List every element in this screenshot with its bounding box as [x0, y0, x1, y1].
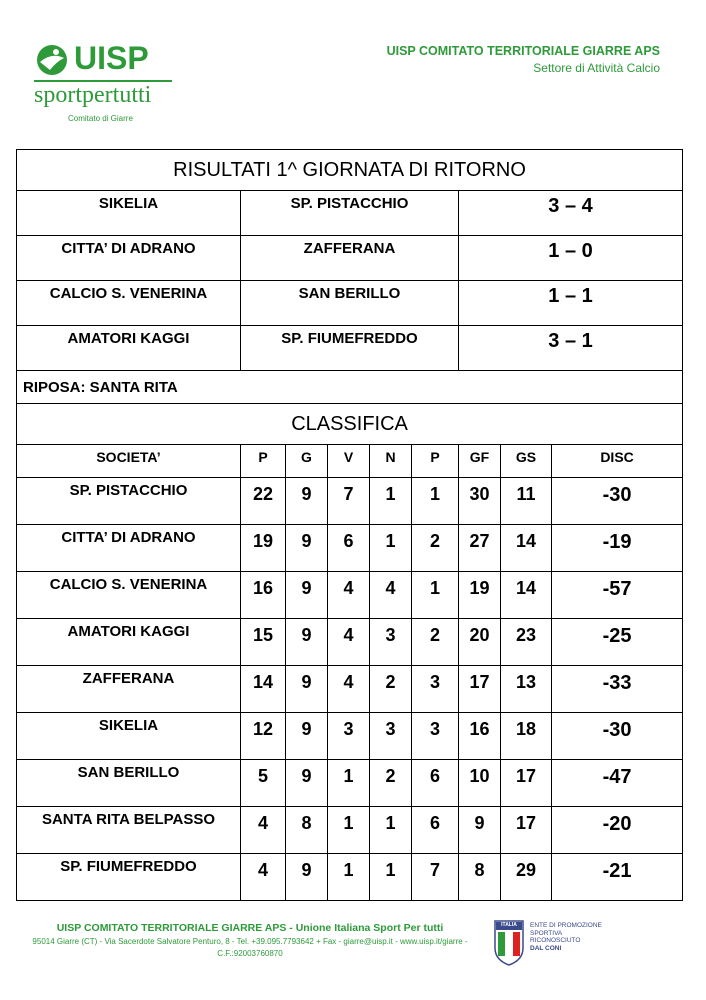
stat-value: 6: [328, 525, 370, 572]
stat-value: 14: [501, 525, 552, 572]
stat-value: 15: [241, 619, 286, 666]
column-header: DISC: [552, 445, 683, 478]
stat-value: 2: [412, 619, 459, 666]
column-header: N: [370, 445, 412, 478]
team-name: CALCIO S. VENERINA: [17, 572, 241, 619]
stat-value: 9: [459, 807, 501, 854]
stat-value: 17: [501, 807, 552, 854]
stat-value: 11: [501, 478, 552, 525]
stat-value: 8: [286, 807, 328, 854]
stat-value: 1: [370, 807, 412, 854]
stat-value: 30: [459, 478, 501, 525]
column-header: P: [241, 445, 286, 478]
match-score: 1 – 0: [459, 236, 683, 281]
stat-value: 1: [370, 525, 412, 572]
stat-value: 4: [241, 854, 286, 901]
team-name: AMATORI KAGGI: [17, 619, 241, 666]
home-team: CALCIO S. VENERINA: [17, 281, 241, 326]
stat-value: 2: [412, 525, 459, 572]
standings-row: [17, 525, 683, 572]
team-name: SAN BERILLO: [17, 760, 241, 807]
team-name: CITTA’ DI ADRANO: [17, 525, 241, 572]
column-header: G: [286, 445, 328, 478]
stat-value: 29: [501, 854, 552, 901]
stat-value: 9: [286, 619, 328, 666]
coni-line: ENTE DI PROMOZIONE: [530, 922, 602, 929]
footer-address: 95014 Giarre (CT) - Via Sacerdote Salvatore Penturo, 8 - Tel. +39.095.7793642 + Fax - giarre@uisp.it - www.uisp.it/giarre -: [32, 937, 468, 946]
column-header: GS: [501, 445, 552, 478]
results-title: RISULTATI 1^ GIORNATA DI RITORNO: [17, 150, 683, 191]
stat-value: 6: [412, 807, 459, 854]
stat-value: 4: [370, 572, 412, 619]
standings-row: [17, 807, 683, 854]
standings-row: [17, 619, 683, 666]
stat-value: 2: [370, 666, 412, 713]
match-row: [17, 281, 683, 326]
match-score: 3 – 4: [459, 191, 683, 236]
stat-value: 3: [412, 666, 459, 713]
disc-value: -30: [552, 713, 683, 760]
team-name: SIKELIA: [17, 713, 241, 760]
stat-value: 9: [286, 713, 328, 760]
stat-value: 4: [328, 666, 370, 713]
column-header: GF: [459, 445, 501, 478]
stat-value: 14: [241, 666, 286, 713]
standings-header-row: [17, 445, 683, 478]
disc-value: -30: [552, 478, 683, 525]
header-organization: [387, 44, 660, 75]
stat-value: 16: [241, 572, 286, 619]
away-team: SAN BERILLO: [241, 281, 459, 326]
disc-value: -20: [552, 807, 683, 854]
uisp-logo: [34, 42, 184, 126]
stat-value: 19: [459, 572, 501, 619]
stat-value: 27: [459, 525, 501, 572]
away-team: SP. PISTACCHIO: [241, 191, 459, 236]
stat-value: 1: [412, 572, 459, 619]
stat-value: 9: [286, 572, 328, 619]
coni-badge: [494, 920, 614, 970]
match-score: 1 – 1: [459, 281, 683, 326]
logo-comitato-text: Comitato di Giarre: [68, 114, 133, 123]
coni-line: DAL CONI: [530, 944, 562, 952]
stat-value: 1: [412, 478, 459, 525]
stat-value: 14: [501, 572, 552, 619]
logo-sportpertutti-text: sportpertutti: [34, 82, 152, 108]
stat-value: 4: [328, 572, 370, 619]
team-name: SP. FIUMEFREDDO: [17, 854, 241, 901]
results-table: [16, 149, 683, 901]
italia-label: ITALIA: [501, 922, 517, 928]
header-subtitle: Settore di Attività Calcio: [533, 61, 660, 75]
stat-value: 18: [501, 713, 552, 760]
riposa-row: [17, 371, 683, 404]
stat-value: 3: [328, 713, 370, 760]
stat-value: 4: [328, 619, 370, 666]
stat-value: 19: [241, 525, 286, 572]
stat-value: 1: [328, 760, 370, 807]
stat-value: 9: [286, 666, 328, 713]
standings-row: [17, 713, 683, 760]
stat-value: 17: [459, 666, 501, 713]
stat-value: 1: [328, 854, 370, 901]
stat-value: 9: [286, 478, 328, 525]
disc-value: -21: [552, 854, 683, 901]
column-header: P: [412, 445, 459, 478]
team-name: SP. PISTACCHIO: [17, 478, 241, 525]
stat-value: 22: [241, 478, 286, 525]
stat-value: 16: [459, 713, 501, 760]
stat-value: 3: [370, 619, 412, 666]
footer: [30, 922, 470, 960]
stat-value: 2: [370, 760, 412, 807]
results-title-row: [17, 150, 683, 191]
team-name: SANTA RITA BELPASSO: [17, 807, 241, 854]
home-team: CITTA’ DI ADRANO: [17, 236, 241, 281]
stat-value: 5: [241, 760, 286, 807]
disc-value: -25: [552, 619, 683, 666]
away-team: SP. FIUMEFREDDO: [241, 326, 459, 371]
match-row: [17, 326, 683, 371]
column-header: V: [328, 445, 370, 478]
logo-uisp-text: UISP: [74, 40, 149, 76]
stat-value: 20: [459, 619, 501, 666]
stat-value: 7: [412, 854, 459, 901]
uisp-runner-icon: [34, 42, 70, 78]
away-team: ZAFFERANA: [241, 236, 459, 281]
stat-value: 4: [241, 807, 286, 854]
standings-title-row: [17, 404, 683, 445]
stat-value: 12: [241, 713, 286, 760]
match-score: 3 – 1: [459, 326, 683, 371]
stat-value: 23: [501, 619, 552, 666]
standings-row: [17, 854, 683, 901]
disc-value: -33: [552, 666, 683, 713]
stat-value: 9: [286, 854, 328, 901]
stat-value: 17: [501, 760, 552, 807]
coni-text: [530, 922, 602, 952]
riposa-text: RIPOSA: SANTA RITA: [17, 371, 683, 404]
team-name: ZAFFERANA: [17, 666, 241, 713]
standings-row: [17, 760, 683, 807]
standings-row: [17, 478, 683, 525]
stat-value: 3: [370, 713, 412, 760]
coni-line: SPORTIVA: [530, 929, 563, 937]
stat-value: 9: [286, 760, 328, 807]
standings-row: [17, 572, 683, 619]
match-row: [17, 191, 683, 236]
stat-value: 1: [328, 807, 370, 854]
standings-row: [17, 666, 683, 713]
stat-value: 6: [412, 760, 459, 807]
stat-value: 3: [412, 713, 459, 760]
header-title: UISP COMITATO TERRITORIALE GIARRE APS: [386, 44, 660, 58]
home-team: AMATORI KAGGI: [17, 326, 241, 371]
stat-value: 9: [286, 525, 328, 572]
home-team: SIKELIA: [17, 191, 241, 236]
stat-value: 1: [370, 854, 412, 901]
stat-value: 7: [328, 478, 370, 525]
column-header: SOCIETA’: [17, 445, 241, 478]
stat-value: 1: [370, 478, 412, 525]
footer-cf: C.F.:92003760870: [217, 949, 283, 958]
stat-value: 8: [459, 854, 501, 901]
disc-value: -19: [552, 525, 683, 572]
footer-title: UISP COMITATO TERRITORIALE GIARRE APS - Unione Italiana Sport Per tutti: [56, 922, 444, 934]
coni-line: RICONOSCIUTO: [530, 937, 581, 944]
disc-value: -47: [552, 760, 683, 807]
disc-value: -57: [552, 572, 683, 619]
stat-value: 10: [459, 760, 501, 807]
standings-title: CLASSIFICA: [17, 404, 683, 445]
stat-value: 13: [501, 666, 552, 713]
match-row: [17, 236, 683, 281]
